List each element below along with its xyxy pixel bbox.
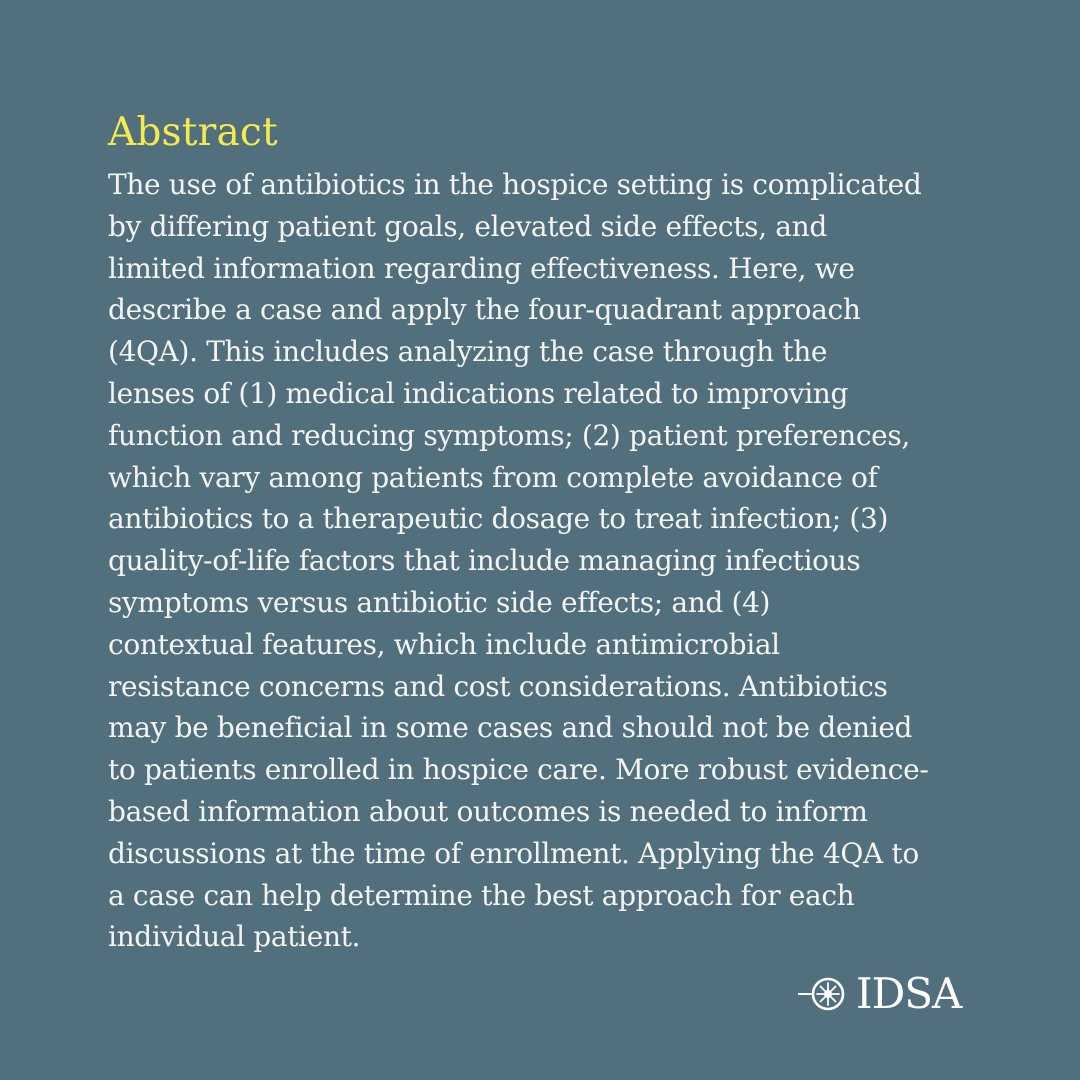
abstract-line: describe a case and apply the four-quadrant approach [108,293,861,327]
abstract-line: based information about outcomes is needed to inform [108,794,868,828]
abstract-line: lenses of (1) medical indications related to improving [108,376,849,410]
abstract-line: function and reducing symptoms; (2) patient preferences, [108,418,910,452]
abstract-heading: Abstract [108,110,278,155]
abstract-line: quality-of-life factors that include managing infectious [108,544,861,578]
abstract-line: The use of antibiotics in the hospice setting is complicated [108,168,922,201]
abstract-line: antibiotics to a therapeutic dosage to treat infection; (3) [108,502,889,536]
abstract-line: to patients enrolled in hospice care. More robust evidence- [108,753,929,787]
abstract-body [108,164,1008,958]
abstract-line: a case can help determine the best approach for each [108,878,855,912]
abstract-line: by differing patient goals, elevated side effects, and [108,209,827,243]
abstract-line: which vary among patients from complete avoidance of [108,460,878,494]
starburst-icon [798,974,854,1014]
idsa-logo [798,966,961,1022]
abstract-line: discussions at the time of enrollment. Applying the 4QA to [108,836,919,870]
abstract-line: contextual features, which include antimicrobial [108,627,780,661]
abstract-line: individual patient. [108,920,361,954]
abstract-line: resistance concerns and cost considerations. Antibiotics [108,669,888,703]
logo-wordmark: IDSA [856,969,962,1018]
abstract-line: (4QA). This includes analyzing the case through the [108,335,828,369]
abstract-line: limited information regarding effectiveness. Here, we [108,251,855,285]
abstract-line: may be beneficial in some cases and should not be denied [108,711,913,745]
abstract-line: symptoms versus antibiotic side effects; and (4) [108,585,771,619]
